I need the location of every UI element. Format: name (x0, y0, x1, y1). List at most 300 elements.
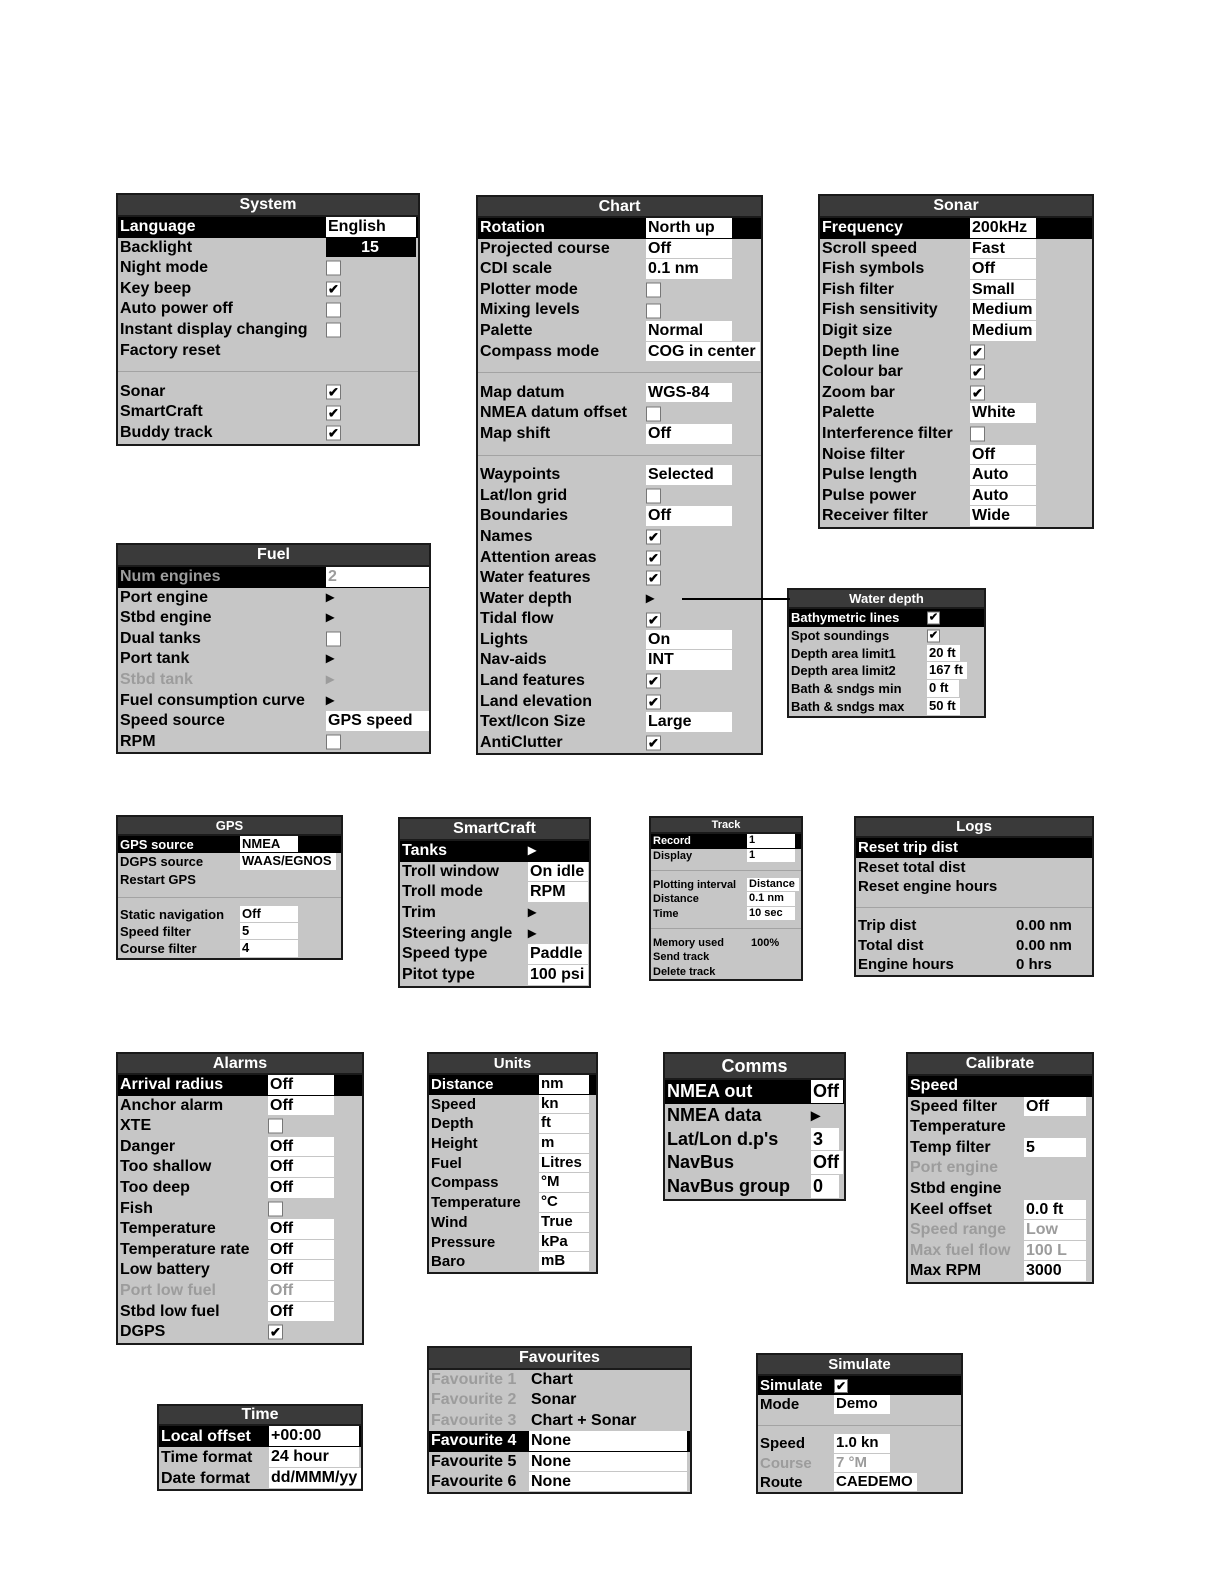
row-label: Favourite 2 (431, 1391, 517, 1409)
row-value-field[interactable]: ft (539, 1114, 589, 1133)
row-value-field[interactable]: +00:00 (269, 1426, 359, 1446)
row-value-field[interactable]: None (529, 1431, 687, 1450)
row-value-field[interactable]: Off (268, 1178, 334, 1198)
row-value-field[interactable]: 20 ft (927, 645, 960, 662)
submenu-arrow-icon[interactable]: ▸ (326, 609, 335, 627)
gps-row-dgps-source[interactable] (118, 853, 341, 870)
row-value-field[interactable]: Off (268, 1302, 334, 1322)
system-row-night-mode[interactable] (118, 258, 418, 279)
checked-checkbox-icon[interactable]: ✔ (646, 530, 661, 545)
row-label: Favourite 3 (431, 1411, 517, 1429)
chart-row-palette[interactable] (478, 321, 761, 342)
row-label: Instant display changing (120, 320, 308, 338)
row-value-field[interactable]: Auto (970, 486, 1036, 506)
units-row-depth[interactable] (429, 1114, 596, 1134)
track-row-distance[interactable] (651, 892, 801, 907)
units-row-wind[interactable] (429, 1213, 596, 1233)
simulate-row-simulate[interactable] (758, 1376, 961, 1395)
system-row-smartcraft[interactable] (118, 402, 418, 423)
water-depth-row-bath-sndgs-min[interactable] (789, 680, 984, 698)
system-row-instant-display-changing[interactable] (118, 320, 418, 341)
unchecked-checkbox-icon[interactable] (646, 303, 661, 318)
system-row-sonar[interactable] (118, 382, 418, 403)
row-value-field[interactable]: Large (646, 712, 732, 732)
row-label: Rotation (480, 219, 545, 236)
alarms-row-anchor-alarm[interactable] (118, 1096, 362, 1117)
row-value-field[interactable]: 200kHz (970, 218, 1036, 238)
row-value-field[interactable]: Medium (970, 321, 1036, 341)
sonar-row-fish-symbols[interactable] (820, 259, 1092, 280)
row-value-field[interactable]: Wide (970, 506, 1036, 526)
row-value-field[interactable]: 0.1 nm (747, 892, 795, 906)
row-value-field[interactable]: Fast (970, 239, 1036, 259)
row-value-field[interactable]: 24 hour (269, 1447, 359, 1467)
row-value-field[interactable]: Litres (539, 1154, 589, 1173)
time-row-local-offset[interactable] (159, 1426, 361, 1447)
row-value-field[interactable]: 15 (326, 238, 416, 258)
water-depth-row-depth-area-limit1[interactable] (789, 645, 984, 663)
row-value-field[interactable]: kn (539, 1095, 589, 1114)
unchecked-checkbox-icon[interactable] (646, 283, 661, 298)
row-label: Fish (120, 1199, 153, 1217)
favourites-row-favourite-5[interactable] (429, 1452, 690, 1472)
chart-row-land-elevation[interactable] (478, 692, 761, 713)
smartcraft-row-steering-angle[interactable] (400, 924, 589, 945)
submenu-arrow-icon[interactable]: ▸ (326, 650, 335, 668)
alarms-row-too-deep[interactable] (118, 1178, 362, 1199)
chart-row-lat-lon-grid[interactable] (478, 486, 761, 507)
chart-row-anticlutter[interactable] (478, 733, 761, 754)
sonar-row-fish-filter[interactable] (820, 280, 1092, 301)
row-value-field[interactable]: Off (268, 1260, 334, 1280)
checked-checkbox-icon[interactable]: ✔ (928, 611, 939, 624)
water-depth-row-depth-area-limit2[interactable] (789, 662, 984, 680)
row-value-field[interactable]: 5 (240, 923, 298, 939)
sonar-row-receiver-filter[interactable] (820, 506, 1092, 527)
sonar-row-digit-size[interactable] (820, 321, 1092, 342)
track-row-memory-used[interactable] (651, 936, 801, 951)
chart-row-mixing-levels[interactable] (478, 300, 761, 321)
checked-checkbox-icon[interactable]: ✔ (646, 736, 661, 751)
time-row-date-format[interactable] (159, 1468, 361, 1489)
unchecked-checkbox-icon[interactable] (326, 323, 341, 338)
row-label: Engine hours (858, 956, 954, 973)
calibrate-row-speed-filter[interactable] (908, 1097, 1092, 1118)
chart-row-nmea-datum-offset[interactable] (478, 403, 761, 424)
row-value-field[interactable]: Off (268, 1075, 334, 1095)
submenu-arrow-icon[interactable]: ▸ (528, 924, 537, 942)
checked-checkbox-icon[interactable]: ✔ (970, 344, 985, 359)
row-label: Tanks (402, 842, 448, 859)
sonar-row-fish-sensitivity[interactable] (820, 300, 1092, 321)
comms-row-nmea-out[interactable] (665, 1080, 844, 1104)
sonar-row-frequency[interactable] (820, 218, 1092, 239)
unchecked-checkbox-icon[interactable] (646, 406, 661, 421)
unchecked-checkbox-icon[interactable] (268, 1119, 283, 1134)
row-value-field[interactable]: RPM (528, 882, 588, 902)
checked-checkbox-icon[interactable]: ✔ (326, 385, 341, 400)
row-value-field[interactable]: Off (268, 1240, 334, 1260)
row-value-field[interactable]: 0.0 ft (1024, 1200, 1086, 1220)
row-value-field[interactable]: dd/MMM/yy (269, 1468, 361, 1488)
row-label: Trip dist (858, 917, 917, 934)
calibrate-row-stbd-engine[interactable] (908, 1179, 1092, 1200)
water-depth-row-bathymetric-lines[interactable] (789, 609, 984, 627)
row-value-field[interactable]: °C (539, 1193, 589, 1212)
fuel-row-stbd-engine[interactable] (118, 608, 429, 629)
row-value-field[interactable]: Normal (646, 321, 732, 341)
gps-row-gps-source[interactable] (118, 836, 341, 853)
favourites-row-favourite-1[interactable] (429, 1370, 690, 1390)
checked-checkbox-icon[interactable]: ✔ (326, 405, 341, 420)
chart-row-nav-aids[interactable] (478, 650, 761, 671)
alarms-row-fish[interactable] (118, 1199, 362, 1220)
system-row-factory-reset[interactable] (118, 341, 418, 362)
track-row-send-track[interactable] (651, 950, 801, 965)
checked-checkbox-icon[interactable]: ✔ (646, 674, 661, 689)
row-value-field[interactable]: Off (268, 1281, 334, 1301)
sonar-row-depth-line[interactable] (820, 342, 1092, 363)
units-row-pressure[interactable] (429, 1233, 596, 1253)
row-value-field[interactable]: 100 psi (528, 965, 588, 985)
row-value-field[interactable]: Distance (747, 878, 799, 892)
water-depth-row-bath-sndgs-max[interactable] (789, 698, 984, 716)
row-value-field[interactable]: Selected (646, 465, 732, 485)
row-value-field[interactable]: 1.0 kn (834, 1434, 890, 1452)
fuel-row-speed-source[interactable] (118, 711, 429, 732)
row-value-field[interactable]: 3 (811, 1128, 839, 1151)
row-label: AntiClutter (480, 733, 563, 751)
chart-row-map-shift[interactable] (478, 424, 761, 445)
checked-checkbox-icon[interactable]: ✔ (268, 1325, 283, 1340)
row-value-field[interactable]: m (539, 1134, 589, 1153)
units-row-temperature[interactable] (429, 1193, 596, 1213)
logs-row-reset-trip-dist[interactable] (856, 838, 1092, 858)
fuel-row-fuel-consumption-curve[interactable] (118, 691, 429, 712)
submenu-arrow-icon[interactable]: ▸ (326, 691, 335, 709)
simulate-row-speed[interactable] (758, 1434, 961, 1453)
row-value-field[interactable]: 1 (747, 849, 795, 863)
row-value-field[interactable]: 0.1 nm (646, 259, 732, 279)
row-value-field[interactable]: Off (268, 1157, 334, 1177)
units-row-speed[interactable] (429, 1095, 596, 1115)
row-value-field[interactable]: Low (1024, 1220, 1086, 1240)
row-value-field[interactable]: None (529, 1472, 687, 1491)
alarms-row-temperature-rate[interactable] (118, 1240, 362, 1261)
row-value-field[interactable]: North up (646, 218, 732, 238)
row-value-field[interactable]: None (529, 1452, 687, 1471)
sonar-menu (818, 194, 1094, 529)
system-row-auto-power-off[interactable] (118, 299, 418, 320)
row-label: Plotting interval (653, 878, 737, 891)
calibrate-row-max-rpm[interactable] (908, 1261, 1092, 1282)
row-value-field[interactable]: Off (811, 1151, 843, 1174)
checked-checkbox-icon[interactable]: ✔ (835, 1378, 847, 1393)
simulate-row-course[interactable] (758, 1454, 961, 1473)
row-value-field[interactable]: Off (268, 1137, 334, 1157)
smartcraft-row-trim[interactable] (400, 903, 589, 924)
sonar-row-noise-filter[interactable] (820, 445, 1092, 466)
calibrate-row-port-engine[interactable] (908, 1158, 1092, 1179)
units-row-distance[interactable] (429, 1075, 596, 1095)
units-row-fuel[interactable] (429, 1154, 596, 1174)
unchecked-checkbox-icon[interactable] (970, 427, 985, 442)
track-row-record[interactable] (651, 834, 801, 849)
alarms-row-danger[interactable] (118, 1137, 362, 1158)
fuel-row-port-engine[interactable] (118, 588, 429, 609)
alarms-row-xte[interactable] (118, 1116, 362, 1137)
row-label: Names (480, 527, 533, 545)
comms-row-nmea-data[interactable] (665, 1104, 844, 1128)
calibrate-row-speed[interactable] (908, 1076, 1092, 1097)
row-value-field[interactable]: CAEDEMO (834, 1473, 917, 1491)
chart-row-plotter-mode[interactable] (478, 280, 761, 301)
row-label: Buddy track (120, 423, 213, 441)
submenu-arrow-icon[interactable]: ▸ (811, 1104, 821, 1125)
chart-row-boundaries[interactable] (478, 506, 761, 527)
logs-row-reset-engine-hours[interactable] (856, 877, 1092, 897)
sonar-row-zoom-bar[interactable] (820, 383, 1092, 404)
submenu-arrow-icon[interactable]: ▸ (326, 588, 335, 606)
row-value-field[interactable]: WGS-84 (646, 383, 732, 403)
row-value-field[interactable]: COG in center (646, 342, 760, 362)
row-value-field[interactable]: Auto (970, 465, 1036, 485)
system-row-buddy-track[interactable] (118, 423, 418, 444)
row-label: Port tank (120, 650, 190, 668)
row-value-field[interactable]: Small (970, 280, 1036, 300)
smartcraft-row-speed-type[interactable] (400, 944, 589, 965)
unchecked-checkbox-icon[interactable] (326, 261, 341, 276)
sonar-row-pulse-power[interactable] (820, 486, 1092, 507)
system-row-language[interactable] (118, 217, 418, 238)
row-value-field[interactable]: On (646, 630, 732, 650)
comms-row-navbus-group[interactable] (665, 1175, 844, 1199)
fuel-row-port-tank[interactable] (118, 649, 429, 670)
unchecked-checkbox-icon[interactable] (268, 1201, 283, 1216)
row-label: Land elevation (480, 692, 593, 710)
row-label: Wind (431, 1213, 468, 1231)
units-row-compass[interactable] (429, 1173, 596, 1193)
sonar-row-pulse-length[interactable] (820, 465, 1092, 486)
track-row-time[interactable] (651, 907, 801, 922)
alarms-row-too-shallow[interactable] (118, 1157, 362, 1178)
gps-row-static-navigation[interactable] (118, 906, 341, 923)
unchecked-checkbox-icon[interactable] (326, 632, 341, 647)
row-value-field[interactable]: Off (811, 1080, 843, 1103)
row-value-field[interactable]: kPa (539, 1233, 589, 1252)
row-value-field[interactable]: Off (268, 1096, 334, 1116)
sonar-row-colour-bar[interactable] (820, 362, 1092, 383)
row-value-field[interactable]: 167 ft (927, 662, 967, 679)
checked-checkbox-icon[interactable]: ✔ (970, 365, 985, 380)
alarms-row-low-battery[interactable] (118, 1260, 362, 1281)
chart-row-waypoints[interactable] (478, 465, 761, 486)
logs-row-reset-total-dist[interactable] (856, 858, 1092, 878)
alarms-row-dgps[interactable] (118, 1322, 362, 1343)
sonar-row-interference-filter[interactable] (820, 424, 1092, 445)
row-label: Port engine (120, 588, 209, 606)
checked-checkbox-icon[interactable]: ✔ (646, 571, 661, 586)
sonar-row-palette[interactable] (820, 403, 1092, 424)
gps-row-speed-filter[interactable] (118, 923, 341, 940)
system-menu-title: System (118, 195, 418, 217)
track-row-delete-track[interactable] (651, 965, 801, 980)
comms-row-navbus[interactable] (665, 1151, 844, 1175)
logs-row-total-dist[interactable] (856, 936, 1092, 956)
unchecked-checkbox-icon[interactable] (326, 302, 341, 317)
row-value-field[interactable]: True (539, 1213, 589, 1232)
row-value-field[interactable]: Off (970, 259, 1036, 279)
sonar-row-scroll-speed[interactable] (820, 239, 1092, 260)
row-value-field[interactable]: Off (646, 424, 732, 444)
fuel-row-num-engines[interactable] (118, 567, 429, 588)
chart-row-land-features[interactable] (478, 671, 761, 692)
row-value-field[interactable]: 100 L (1024, 1241, 1086, 1261)
simulate-row-route[interactable] (758, 1473, 961, 1492)
calibrate-row-keel-offset[interactable] (908, 1200, 1092, 1221)
favourites-row-favourite-4[interactable] (429, 1431, 690, 1451)
row-value-field[interactable]: Medium (970, 300, 1036, 320)
gps-row-restart-gps[interactable] (118, 871, 341, 888)
chart-row-water-features[interactable] (478, 568, 761, 589)
calibrate-row-temp-filter[interactable] (908, 1138, 1092, 1159)
fuel-row-dual-tanks[interactable] (118, 629, 429, 650)
calibrate-row-max-fuel-flow[interactable] (908, 1241, 1092, 1262)
logs-row-engine-hours[interactable] (856, 955, 1092, 975)
checked-checkbox-icon[interactable]: ✔ (928, 629, 939, 642)
row-value-field[interactable]: Off (1024, 1097, 1086, 1117)
smartcraft-row-troll-window[interactable] (400, 862, 589, 883)
row-value-field[interactable]: On idle (528, 862, 588, 882)
row-label: Backlight (120, 238, 193, 256)
submenu-arrow-icon[interactable]: ▸ (528, 904, 537, 922)
units-row-baro[interactable] (429, 1252, 596, 1272)
alarms-row-temperature[interactable] (118, 1219, 362, 1240)
submenu-arrow-icon[interactable]: ▸ (326, 670, 335, 688)
chart-row-attention-areas[interactable] (478, 548, 761, 569)
row-label: Favourite 1 (431, 1371, 517, 1388)
row-label: Land features (480, 672, 585, 690)
row-value-field[interactable]: Off (970, 445, 1036, 465)
chart-row-cdi-scale[interactable] (478, 259, 761, 280)
row-value-field[interactable]: Off (268, 1219, 334, 1239)
row-label: Water features (480, 569, 591, 587)
row-value-field[interactable]: 0 ft (927, 680, 959, 697)
favourites-row-favourite-3[interactable] (429, 1411, 690, 1431)
fuel-row-rpm[interactable] (118, 732, 429, 753)
alarms-row-port-low-fuel[interactable] (118, 1281, 362, 1302)
row-value-field[interactable]: Off (646, 506, 732, 526)
smartcraft-row-pitot-type[interactable] (400, 965, 589, 986)
fuel-row-stbd-tank[interactable] (118, 670, 429, 691)
row-value-field[interactable]: NMEA (240, 836, 298, 852)
row-value-field[interactable]: English (326, 217, 416, 237)
water-depth-row-spot-soundings[interactable] (789, 627, 984, 645)
row-label: Time (653, 907, 679, 920)
row-value-field[interactable]: °M (539, 1173, 589, 1192)
row-label: Distance (653, 893, 699, 905)
checked-checkbox-icon[interactable]: ✔ (646, 694, 661, 709)
gps-row-course-filter[interactable] (118, 940, 341, 957)
system-row-key-beep[interactable] (118, 279, 418, 300)
track-row-plotting-interval[interactable] (651, 878, 801, 893)
row-label: CDI scale (480, 260, 553, 278)
row-label: Bath & sndgs min (791, 681, 902, 697)
alarms-row-stbd-low-fuel[interactable] (118, 1302, 362, 1323)
smartcraft-row-tanks[interactable] (400, 841, 589, 862)
row-value-field[interactable]: Paddle (528, 944, 588, 964)
row-value-field[interactable]: 3000 (1024, 1261, 1086, 1281)
row-value-field[interactable]: 7 °M (834, 1454, 890, 1472)
time-row-time-format[interactable] (159, 1447, 361, 1468)
row-value-field[interactable]: 10 sec (747, 907, 795, 921)
checked-checkbox-icon[interactable]: ✔ (646, 612, 661, 627)
row-value-field[interactable]: GPS speed (326, 711, 430, 731)
row-value-field[interactable]: 50 ft (927, 698, 960, 715)
row-value-field[interactable]: Off (646, 239, 732, 259)
row-label: Speed (431, 1095, 477, 1113)
row-value-field[interactable]: 4 (240, 940, 298, 956)
units-row-height[interactable] (429, 1134, 596, 1154)
submenu-arrow-icon[interactable]: ▸ (646, 589, 655, 607)
row-value-field[interactable]: mB (539, 1252, 589, 1271)
unchecked-checkbox-icon[interactable] (646, 489, 661, 504)
smartcraft-row-troll-mode[interactable] (400, 882, 589, 903)
comms-row-lat-lon-d-p-s[interactable] (665, 1128, 844, 1152)
chart-row-map-datum[interactable] (478, 383, 761, 404)
favourites-row-favourite-6[interactable] (429, 1472, 690, 1492)
row-value-field[interactable]: 5 (1024, 1138, 1086, 1158)
row-label: Speed range (910, 1221, 1007, 1239)
chart-row-rotation[interactable] (478, 218, 761, 239)
simulate-row-mode[interactable] (758, 1395, 961, 1414)
row-value-field[interactable]: 0 (811, 1175, 839, 1198)
chart-row-names[interactable] (478, 527, 761, 548)
calibrate-row-temperature[interactable] (908, 1117, 1092, 1138)
row-label: Lights (480, 630, 528, 648)
alarms-row-arrival-radius[interactable] (118, 1075, 362, 1096)
chart-row-text-icon-size[interactable] (478, 712, 761, 733)
checked-checkbox-icon[interactable]: ✔ (970, 386, 985, 401)
row-value-field[interactable]: INT (646, 650, 732, 670)
chart-row-compass-mode[interactable] (478, 342, 761, 363)
time-menu (157, 1404, 363, 1491)
checked-checkbox-icon[interactable]: ✔ (646, 550, 661, 565)
row-value-field[interactable]: WAAS/EGNOS (240, 853, 336, 869)
row-value-field[interactable]: 2 (326, 567, 430, 587)
checked-checkbox-icon[interactable]: ✔ (326, 426, 341, 441)
submenu-arrow-icon[interactable]: ▸ (528, 842, 537, 859)
favourites-row-favourite-2[interactable] (429, 1390, 690, 1410)
row-value-field[interactable]: White (970, 403, 1036, 423)
checked-checkbox-icon[interactable]: ✔ (326, 282, 341, 297)
row-value-field[interactable]: nm (539, 1075, 589, 1094)
chart-row-lights[interactable] (478, 630, 761, 651)
calibrate-menu (906, 1052, 1094, 1284)
row-value-field[interactable]: 1 (747, 834, 795, 848)
track-row-display[interactable] (651, 849, 801, 864)
logs-row-trip-dist[interactable] (856, 916, 1092, 936)
unchecked-checkbox-icon[interactable] (326, 735, 341, 750)
row-label: GPS source (120, 837, 194, 852)
row-value-field[interactable]: Off (240, 906, 298, 922)
row-label: Port low fuel (120, 1281, 216, 1299)
system-row-backlight[interactable] (118, 238, 418, 259)
chart-row-projected-course[interactable] (478, 239, 761, 260)
row-value-field[interactable]: Demo (834, 1395, 890, 1413)
chart-row-tidal-flow[interactable] (478, 609, 761, 630)
calibrate-row-speed-range[interactable] (908, 1220, 1092, 1241)
